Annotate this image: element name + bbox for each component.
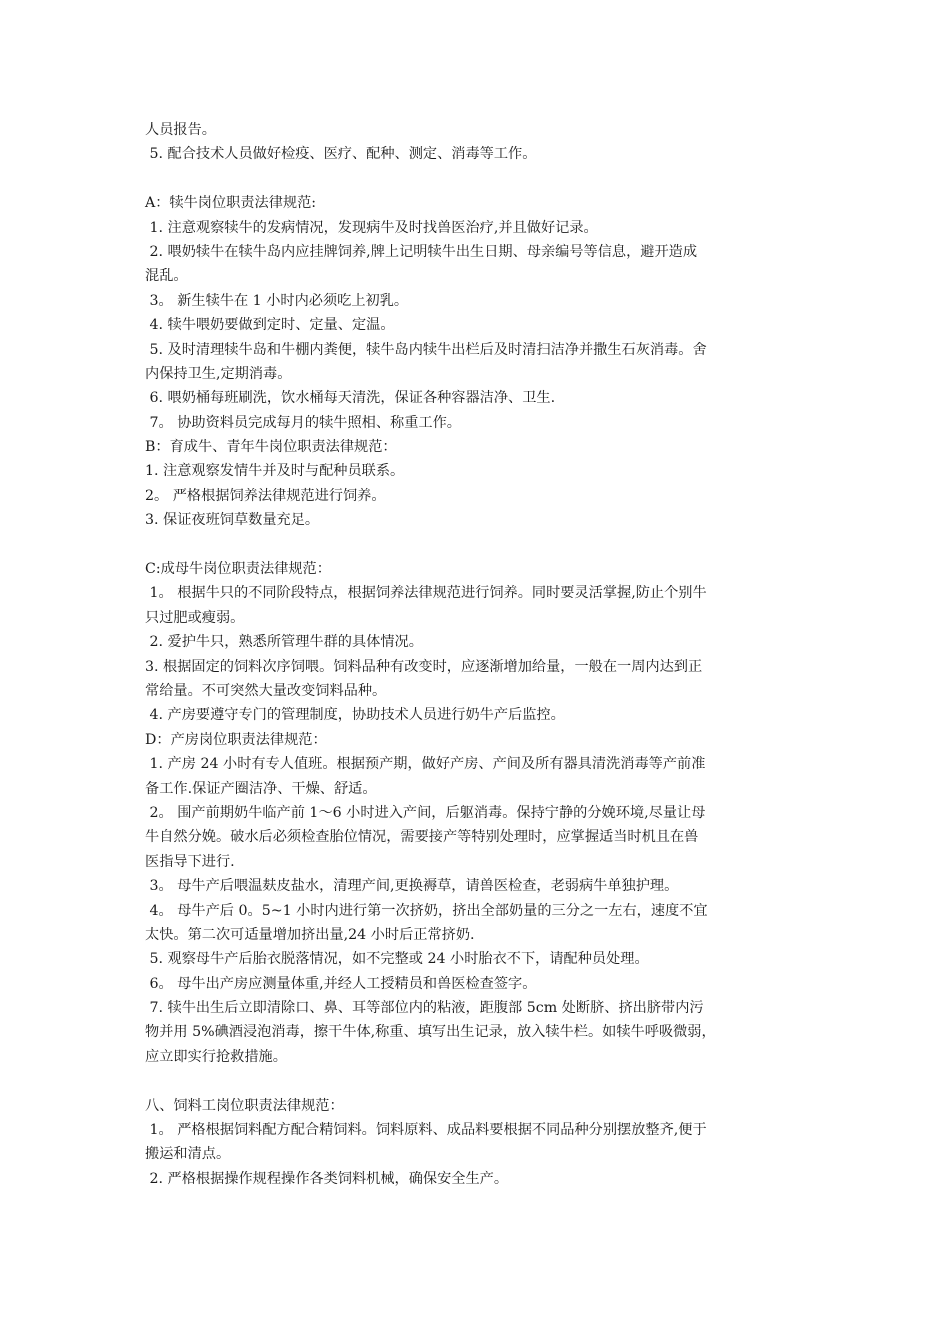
text-line: 应立即实行抢救措施。 (145, 1048, 287, 1065)
text-line: 人员报告。 (145, 122, 216, 138)
section-heading-8: 八、饲料工岗位职责法律规范： (145, 1097, 344, 1114)
text-line: 6。 母牛出产房应测量体重,并经人工授精员和兽医检查签字。 (145, 975, 537, 992)
text-line: 1。 严格根据饲料配方配合精饲料。饲料原料、成品料要根据不同品种分别摆放整齐,便于 (145, 1122, 707, 1139)
text-line: 2. 喂奶犊牛在犊牛岛内应挂牌饲养,牌上记明犊牛出生日期、母亲编号等信息，避开造成 (145, 243, 698, 260)
text-line: 3. 保证夜班饲草数量充足。 (145, 512, 320, 529)
section-heading-a: A：犊牛岗位职责法律规范: (145, 195, 317, 212)
text-line: 5. 观察母牛产后胎衣脱落情况，如不完整或 24 小时胎衣不下，请配种员处理。 (145, 951, 649, 968)
text-line: 内保持卫生,定期消毒。 (145, 365, 292, 382)
text-line: 只过肥或瘦弱。 (145, 609, 245, 626)
text-line: 医指导下进行. (145, 853, 235, 870)
text-line: 4. 产房要遵守专门的管理制度，协助技术人员进行奶牛产后监控。 (145, 707, 565, 724)
text-line: 3。 新生犊牛在 1 小时内必须吃上初乳。 (145, 292, 409, 309)
text-line: 3. 根据固定的饲料次序饲喂。饲料品种有改变时，应逐渐增加给量，一般在一周内达到正 (145, 658, 703, 675)
blank-line (145, 1069, 815, 1093)
text-line: 5. 配合技术人员做好检疫、医疗、配种、测定、消毒等工作。 (145, 146, 537, 163)
blank-line (145, 533, 815, 557)
text-line: 2. 爱护牛只，熟悉所管理牛群的具体情况。 (145, 634, 423, 651)
text-line: 牛自然分娩。破水后必须检查胎位情况，需要接产等特别处理时，应掌握适当时机且在兽 (145, 829, 699, 846)
text-line: 太快。第二次可适量增加挤出量,24 小时后正常挤奶. (145, 926, 475, 943)
text-line: 7。 协助资料员完成每月的犊牛照相、称重工作。 (145, 414, 461, 431)
text-line: 1. 注意观察发情牛并及时与配种员联系。 (145, 463, 405, 480)
text-line: 备工作.保证产圈洁净、干燥、舒适。 (145, 780, 377, 797)
text-line: 1。 根据牛只的不同阶段特点，根据饲养法律规范进行饲养。同时要灵活掌握,防止个别牛 (145, 585, 707, 602)
text-line: 1. 产房 24 小时有专人值班。根据预产期，做好产房、产间及所有器具清洗消毒等产前准 (145, 756, 706, 773)
text-line: 2. 严格根据操作规程操作各类饲料机械，确保安全生产。 (145, 1170, 509, 1187)
section-heading-b: B：育成牛、青年牛岗位职责法律规范： (145, 439, 397, 456)
text-line: 7. 犊牛出生后立即清除口、鼻、耳等部位内的粘液，距腹部 5cm 处断脐、挤出脐带内污 (145, 1000, 704, 1017)
text-line: 6. 喂奶桶每班刷洗，饮水桶每天清洗，保证各种容器洁净、卫生. (145, 390, 556, 407)
text-line: 物并用 5%碘酒浸泡消毒，擦干牛体,称重、填写出生记录，放入犊牛栏。如犊牛呼吸微弱， (145, 1024, 716, 1041)
text-line: 混乱。 (145, 268, 188, 285)
text-line: 2。 围产前期奶牛临产前 1～6 小时进入产间，后躯消毒。保持宁静的分娩环境,尽量让母 (145, 804, 706, 821)
text-line: 4。 母牛产后 0。5~1 小时内进行第一次挤奶，挤出全部奶量的三分之一左右，速度不宜 (145, 902, 708, 919)
text-line: 常给量。不可突然大量改变饲料品种。 (145, 682, 387, 699)
text-line: 4. 犊牛喂奶要做到定时、定量、定温。 (145, 317, 395, 334)
section-heading-c: C:成母牛岗位职责法律规范： (145, 561, 331, 578)
text-line: 2。 严格根据饲养法律规范进行饲养。 (145, 487, 386, 504)
blank-line (145, 167, 815, 191)
document-body (145, 118, 815, 1191)
text-line: 搬运和清点。 (145, 1146, 231, 1163)
text-line: 3。 母牛产后喂温麸皮盐水，清理产间,更换褥草，请兽医检查，老弱病牛单独护理。 (145, 878, 679, 895)
section-heading-d: D：产房岗位职责法律规范： (145, 731, 327, 748)
text-line: 1. 注意观察犊牛的发病情况，发现病牛及时找兽医治疗,并且做好记录。 (145, 219, 598, 236)
text-line: 5. 及时清理犊牛岛和牛棚内粪便，犊牛岛内犊牛出栏后及时清扫洁净并撒生石灰消毒。舍 (145, 341, 707, 358)
